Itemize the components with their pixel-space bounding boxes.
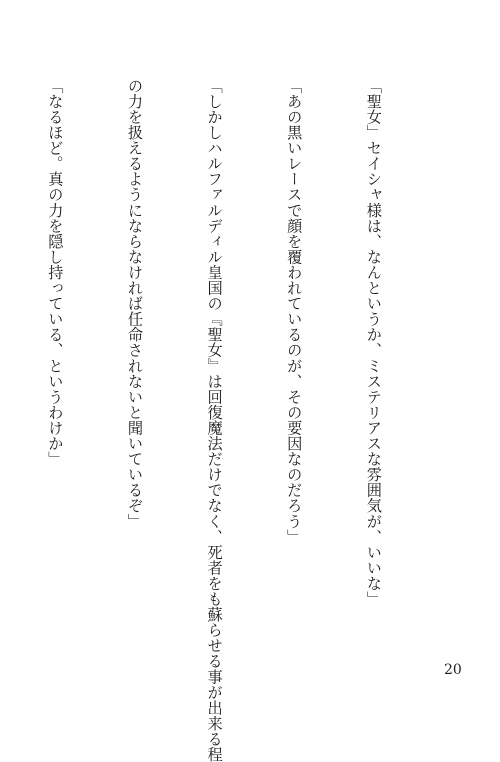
text-line: 「あの黒いレースで顔を覆われているのが、その要因なのだろう」 [285, 78, 304, 545]
text-line: 「しかしハルファルディル皇国の『聖女』は回復魔法だけでなく、死者をも蘇らせる事が出来る程 [205, 78, 224, 762]
text-line: 「聖女」セイシャ様は、なんというか、ミステリアスな雰囲気が、いいな」 [364, 78, 383, 607]
vertical-text-block [0, 78, 440, 762]
text-line: の力を扱えるようにならなければ任命されないと聞いているぞ」 [125, 78, 144, 529]
text-line: 「なるほど。真の力を隠し持っている、というわけか」 [46, 78, 65, 467]
page-number: 20 [444, 662, 462, 678]
